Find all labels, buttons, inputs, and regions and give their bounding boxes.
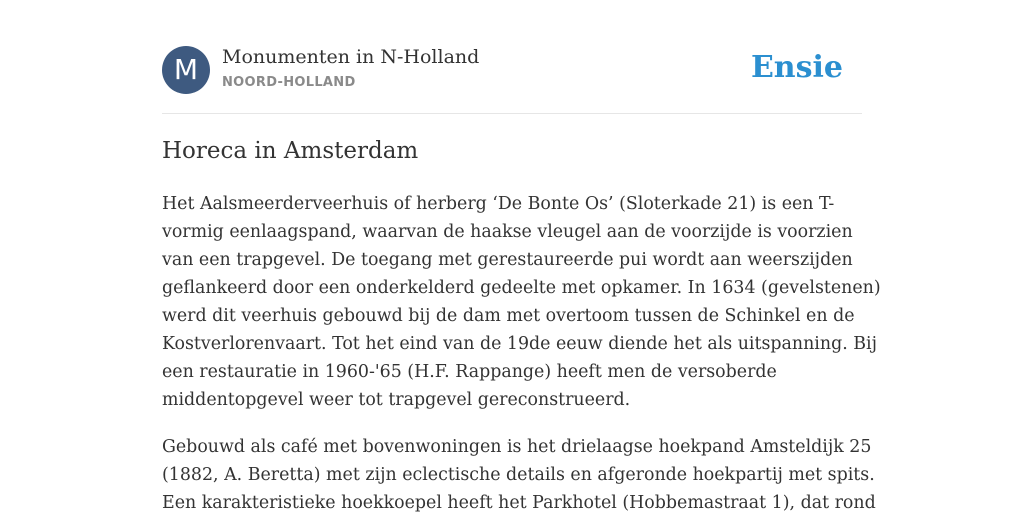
site-header [162, 46, 862, 96]
paragraph-line: Het Aalsmeerderveerhuis of herberg ‘De Bonte Os’ (Sloterkade 21) is een T- [162, 194, 835, 214]
paragraph-line: een restauratie in 1960-'65 (H.F. Rappange) heeft men de versoberde [162, 362, 777, 382]
site-title[interactable]: Monumenten in N-Holland [222, 46, 480, 68]
paragraph-line: middentopgevel weer tot trapgevel gereconstrueerd. [162, 390, 631, 410]
article-title: Horeca in Amsterdam [162, 138, 419, 164]
paragraph-line: Kostverlorenvaart. Tot het eind van de 19de eeuw diende het als uitspanning. Bij [162, 334, 877, 354]
paragraph-line: vormig eenlaagspand, waarvan de haakse vleugel aan de voorzijde is voorzien [162, 222, 853, 242]
paragraph-line: Een karakteristieke hoekkoepel heeft het Parkhotel (Hobbemastraat 1), dat rond [162, 493, 876, 512]
paragraph-line: geflankeerd door een onderkelderd gedeelte met opkamer. In 1634 (gevelstenen) [162, 278, 881, 298]
article-body [162, 190, 881, 512]
paragraph-line: van een trapgevel. De toegang met gerestaureerde pui wordt aan weerszijden [162, 250, 853, 270]
site-subtitle[interactable]: NOORD-HOLLAND [222, 75, 356, 90]
paragraph-line: (1882, A. Beretta) met zijn eclectische details en afgeronde hoekpartij met spits. [162, 465, 875, 485]
paragraph-line: Gebouwd als café met bovenwoningen is het drielaagse hoekpand Amsteldijk 25 [162, 437, 872, 457]
paragraph-1 [162, 190, 881, 414]
paragraph-line: werd dit veerhuis gebouwd bij de dam met overtoom tussen de Schinkel en de [162, 306, 855, 326]
paragraph-2 [162, 433, 876, 512]
header-divider [162, 113, 862, 114]
brand-logo[interactable]: Ensie [750, 50, 843, 85]
avatar[interactable]: M [162, 46, 210, 94]
